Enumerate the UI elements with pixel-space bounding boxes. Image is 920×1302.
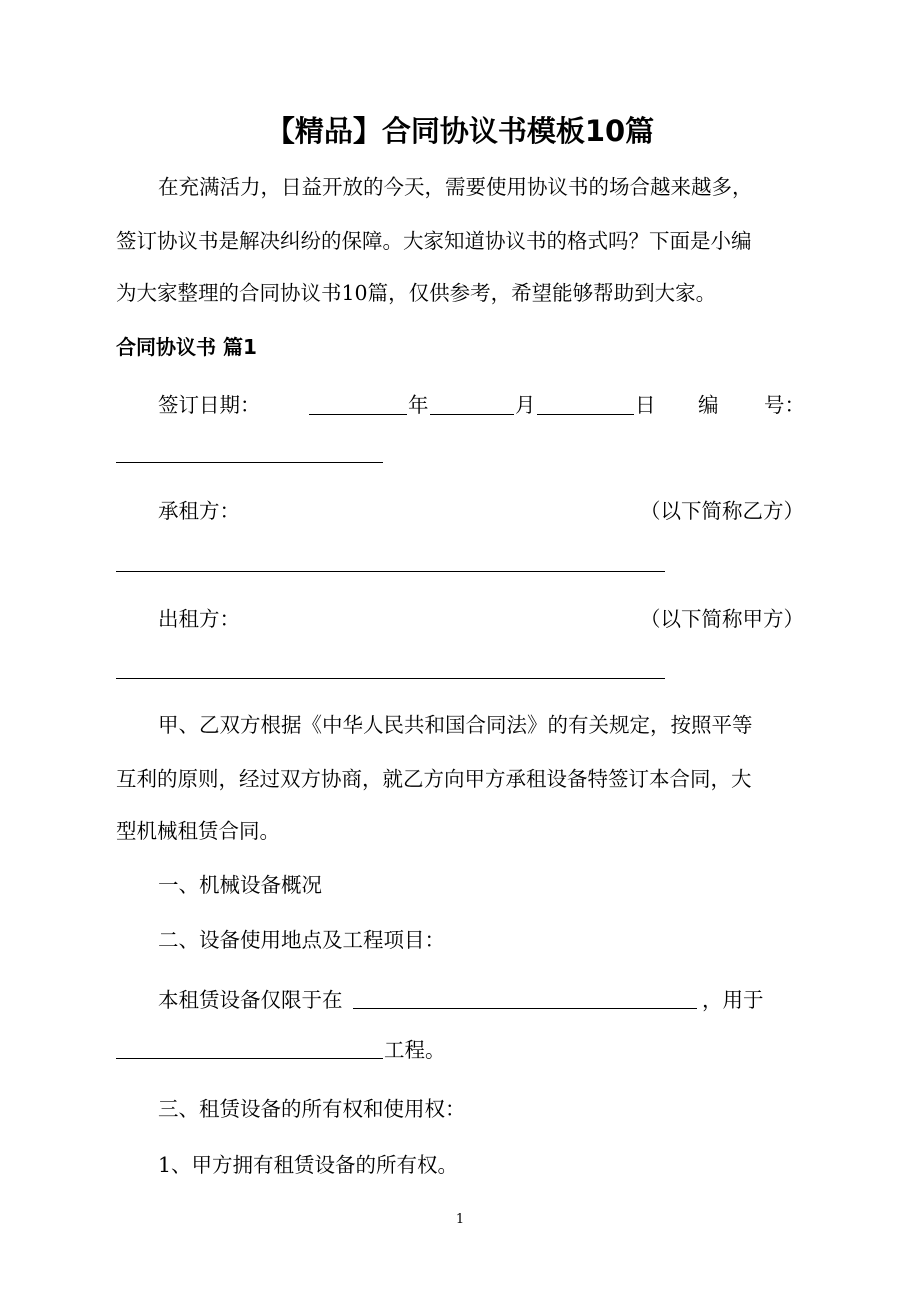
usage-mid: ，用于 <box>702 988 764 1012</box>
lessor-blank[interactable] <box>116 678 665 679</box>
day-blank[interactable] <box>537 414 634 415</box>
intro-line-1: 在充满活力，日益开放的今天，需要使用协议书的场合越来越多， <box>158 175 753 199</box>
document-title: 【精品】合同协议书模板10篇 <box>265 114 655 148</box>
year-label: 年 <box>408 393 429 417</box>
month-label: 月 <box>515 393 536 417</box>
day-label: 日 <box>635 393 656 417</box>
intro-line-3: 为大家整理的合同协议书10篇，仅供参考，希望能够帮助到大家。 <box>116 281 717 305</box>
page-number: 1 <box>455 1212 465 1227</box>
lessee-blank[interactable] <box>116 571 665 572</box>
body-line-2: 互利的原则，经过双方协商，就乙方向甲方承租设备特签订本合同，大 <box>116 767 752 791</box>
number-blank[interactable] <box>116 462 383 463</box>
lessor-note: （以下简称甲方） <box>640 607 804 631</box>
clause-3: 三、租赁设备的所有权和使用权： <box>158 1097 466 1121</box>
lessee-note: （以下简称乙方） <box>640 499 804 523</box>
usage-place-blank[interactable] <box>353 1008 697 1009</box>
usage-project-blank[interactable] <box>116 1058 383 1059</box>
body-line-3: 型机械租赁合同。 <box>116 819 280 843</box>
section-heading: 合同协议书 篇1 <box>116 335 257 359</box>
year-blank[interactable] <box>309 414 407 415</box>
number-label-part2: 号： <box>764 393 805 417</box>
clause-1: 一、机械设备概况 <box>158 873 322 897</box>
clause-2: 二、设备使用地点及工程项目： <box>158 928 445 952</box>
lessor-label: 出租方： <box>158 607 240 631</box>
body-line-1: 甲、乙双方根据《中华人民共和国合同法》的有关规定，按照平等 <box>158 713 753 737</box>
clause-3-1: 1、甲方拥有租赁设备的所有权。 <box>158 1153 459 1177</box>
number-label-part1: 编 <box>698 393 719 417</box>
sign-date-label: 签订日期： <box>158 393 261 417</box>
lessee-label: 承租方： <box>158 499 240 523</box>
month-blank[interactable] <box>430 414 514 415</box>
usage-suffix: 工程。 <box>384 1038 446 1062</box>
intro-line-2: 签订协议书是解决纠纷的保障。大家知道协议书的格式吗？下面是小编 <box>116 229 752 253</box>
usage-prefix: 本租赁设备仅限于在 <box>158 988 343 1012</box>
